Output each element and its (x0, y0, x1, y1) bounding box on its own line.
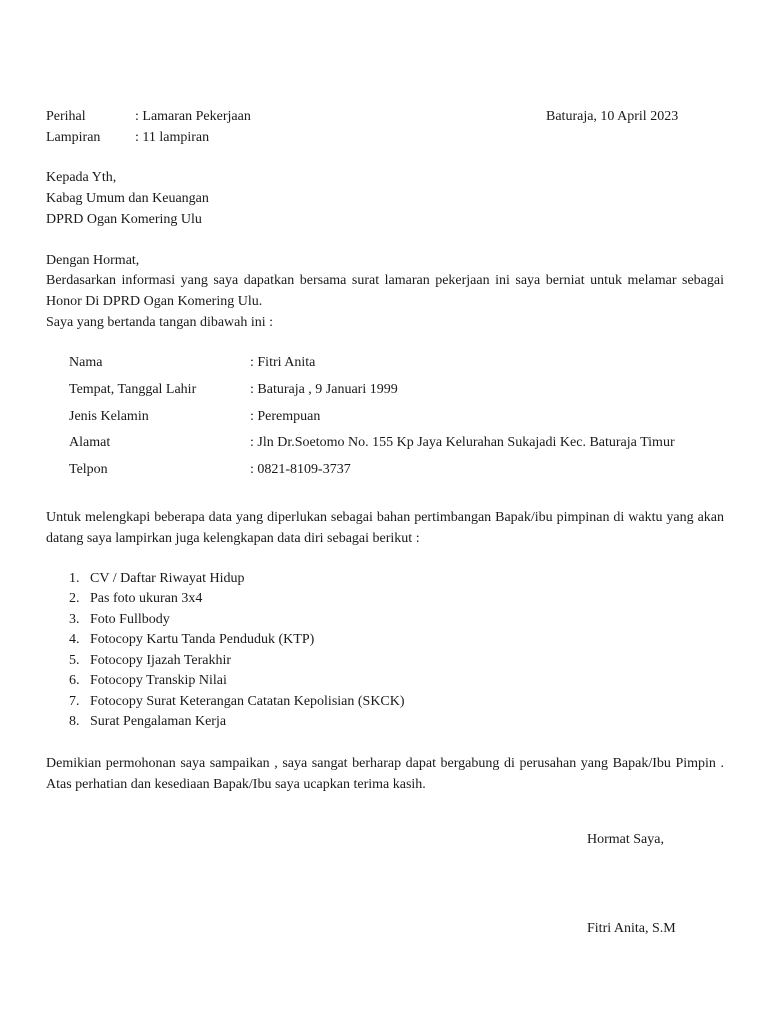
detail-value: : 0821-8109-3737 (250, 462, 351, 477)
attachment-text: Fotocopy Surat Keterangan Catatan Kepolisian (SKCK) (90, 694, 405, 709)
attachment-number: 5. (69, 653, 80, 668)
opening-paragraph: Berdasarkan informasi yang saya dapatkan bersama surat lamaran pekerjaan ini saya berniat untuk melamar sebagai Honor Di DPRD Ogan Komering Ulu. (46, 273, 724, 309)
attachment-number: 6. (69, 673, 80, 688)
attachment-text: CV / Daftar Riwayat Hidup (90, 571, 245, 586)
detail-label: Jenis Kelamin (69, 409, 149, 424)
attachment-text: Fotocopy Ijazah Terakhir (90, 653, 232, 668)
detail-label: Tempat, Tanggal Lahir (69, 382, 197, 397)
detail-label: Telpon (69, 462, 108, 477)
attachment-number: 7. (69, 694, 80, 709)
attachment-text: Fotocopy Kartu Tanda Penduduk (KTP) (90, 632, 315, 647)
attachment-text: Fotocopy Transkip Nilai (90, 673, 227, 688)
signer-intro: Saya yang bertanda tangan dibawah ini : (46, 315, 274, 330)
lampiran-value: : 11 lampiran (135, 130, 210, 145)
attachment-text: Pas foto ukuran 3x4 (90, 591, 203, 606)
perihal-value: : Lamaran Pekerjaan (135, 109, 251, 124)
attachment-text: Surat Pengalaman Kerja (90, 714, 227, 729)
detail-value: : Fitri Anita (250, 355, 316, 370)
detail-value: : Perempuan (250, 409, 321, 424)
attachment-text: Foto Fullbody (90, 612, 170, 627)
signature-name: Fitri Anita, S.M (587, 921, 676, 936)
perihal-label: Perihal (46, 109, 86, 124)
detail-value: : Baturaja , 9 Januari 1999 (250, 382, 398, 397)
attachment-number: 3. (69, 612, 80, 627)
recipient-line-2: Kabag Umum dan Keuangan (46, 191, 209, 206)
closing-paragraph: Demikian permohonan saya sampaikan , saya sangat berharap dapat bergabung di perusahan yang Bapak/Ibu Pimpin . Atas perhatian dan kesediaan Bapak/Ibu saya ucapkan terima kasih. (46, 756, 724, 792)
greeting: Dengan Hormat, (46, 253, 140, 268)
lampiran-label: Lampiran (46, 130, 101, 145)
attachment-number: 1. (69, 571, 80, 586)
recipient-line-3: DPRD Ogan Komering Ulu (46, 212, 202, 227)
detail-label: Nama (69, 355, 103, 370)
recipient-line-1: Kepada Yth, (46, 170, 117, 185)
signature-salutation: Hormat Saya, (587, 832, 664, 847)
attachment-number: 2. (69, 591, 80, 606)
detail-label: Alamat (69, 435, 111, 450)
attachment-number: 4. (69, 632, 80, 647)
detail-value: : Jln Dr.Soetomo No. 155 Kp Jaya Kelurahan Sukajadi Kec. Baturaja Timur (250, 435, 675, 450)
attachment-number: 8. (69, 714, 80, 729)
place-date: Baturaja, 10 April 2023 (546, 109, 679, 124)
attachments-intro: Untuk melengkapi beberapa data yang diperlukan sebagai bahan pertimbangan Bapak/ibu pimpinan di waktu yang akan datang saya lampirkan juga kelengkapan data diri sebagai berikut : (46, 510, 724, 546)
